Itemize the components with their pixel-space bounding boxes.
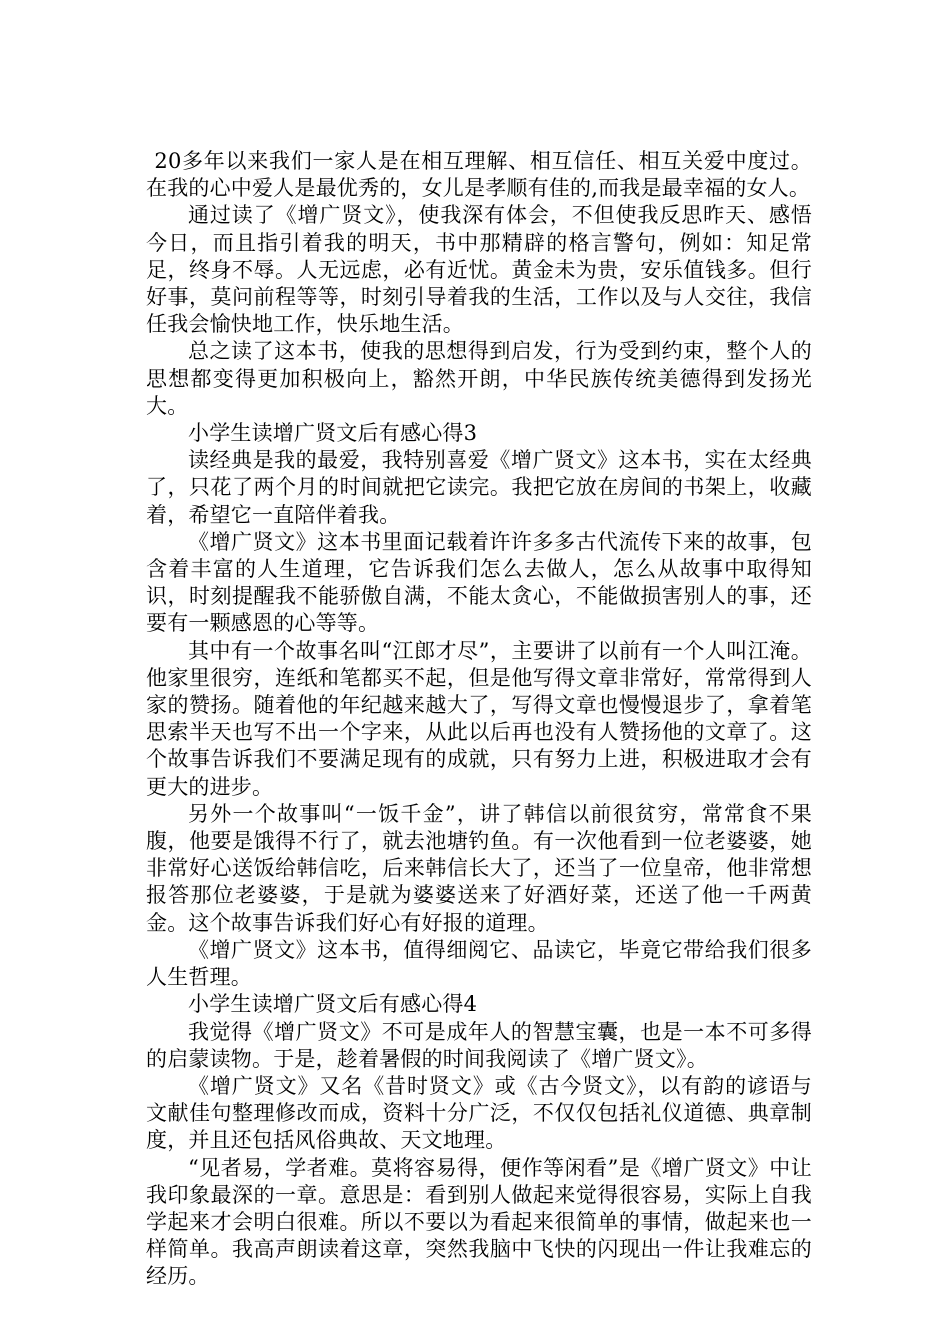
section-heading-4: 小学生读增广贤文后有感心得4	[188, 992, 478, 1017]
paragraph-book-description: 《增广贤文》又名《昔时贤文》或《古今贤文》，以有韵的谚语与文献佳句整理修改而成，资料十分广泛，不仅仅包括礼仪道德、典章制度，并且还包括风俗典故、天文地理。	[146, 1073, 812, 1153]
paragraph-book-stories: 《增广贤文》这本书里面记载着许许多多古代流传下来的故事，包含着丰富的人生道理，它告诉我们怎么去做人，怎么从故事中取得知识，时刻提醒我不能骄傲自满，不能太贪心，不能做损害别人的事，还要有一颗感恩的心等等。	[146, 529, 812, 636]
document-body	[146, 148, 812, 1291]
paragraph-summary: 总之读了这本书，使我的思想得到启发，行为受到约束，整个人的思想都变得更加积极向上，豁然开朗，中华民族传统美德得到发扬光大。	[146, 339, 812, 418]
paragraph-worth-reading: 《增广贤文》这本书，值得细阅它、品读它，毕竟它带给我们很多人生哲理。	[146, 937, 812, 990]
paragraph-love-classics: 读经典是我的最爱，我特别喜爱《增广贤文》这本书，实在太经典了，只花了两个月的时间就把它读完。我把它放在房间的书架上，收藏着，希望它一直陪伴着我。	[146, 448, 812, 527]
section-heading-3: 小学生读增广贤文后有感心得3	[188, 421, 478, 446]
paragraph-reading-reflection: 通过读了《增广贤文》，使我深有体会，不但使我反思昨天、感悟今日，而且指引着我的明天，书中那精辟的格言警句，例如：知足常足，终身不辱。人无远虑，必有近忧。黄金未为贵，安乐值钱多。但行好事，莫问前程等等，时刻引导着我的生活，工作以及与人交往，我信任我会愉快地工作，快乐地生活。	[146, 203, 812, 337]
paragraph-family-happiness: 20多年以来我们一家人是在相互理解、相互信任、相互关爱中度过。在我的心中爱人是最优秀的，女儿是孝顺有佳的,而我是最幸福的女人。	[146, 149, 812, 201]
paragraph-yifan-qianjin-story: 另外一个故事叫“一饭千金”，讲了韩信以前很贫穷，常常食不果腹，他要是饿得不行了，就去池塘钓鱼。有一次他看到一位老婆婆，她非常好心送饭给韩信吃，后来韩信长大了，还当了一位皇帝，他非常想报答那位老婆婆，于是就为婆婆送来了好酒好菜，还送了他一千两黄金。这个故事告诉我们好心有好报的道理。	[146, 801, 812, 935]
paragraph-favorite-chapter: “见者易，学者难。莫将容易得，便作等闲看”是《增广贤文》中让我印象最深的一章。意思是：看到别人做起来觉得很容易，实际上自我学起来才会明白很难。所以不要以为看起来很简单的事情，做起来也一样简单。我高声朗读着这章，突然我脑中飞快的闪现出一件让我难忘的经历。	[146, 1155, 812, 1289]
paragraph-enlightenment-reader: 我觉得《增广贤文》不可是成年人的智慧宝囊，也是一本不可多得的启蒙读物。于是，趁着暑假的时间我阅读了《增广贤文》。	[146, 1019, 812, 1071]
paragraph-jianglang-story: 其中有一个故事名叫“江郎才尽”，主要讲了以前有一个人叫江淹。他家里很穷，连纸和笔都买不起，但是他写得文章非常好，常常得到人家的赞扬。随着他的年纪越来越大了，写得文章也慢慢退步了，拿着笔思索半天也写不出一个字来，从此以后再也没有人赞扬他的文章了。这个故事告诉我们不要满足现有的成就，只有努力上进，积极进取才会有更大的进步。	[146, 638, 812, 799]
